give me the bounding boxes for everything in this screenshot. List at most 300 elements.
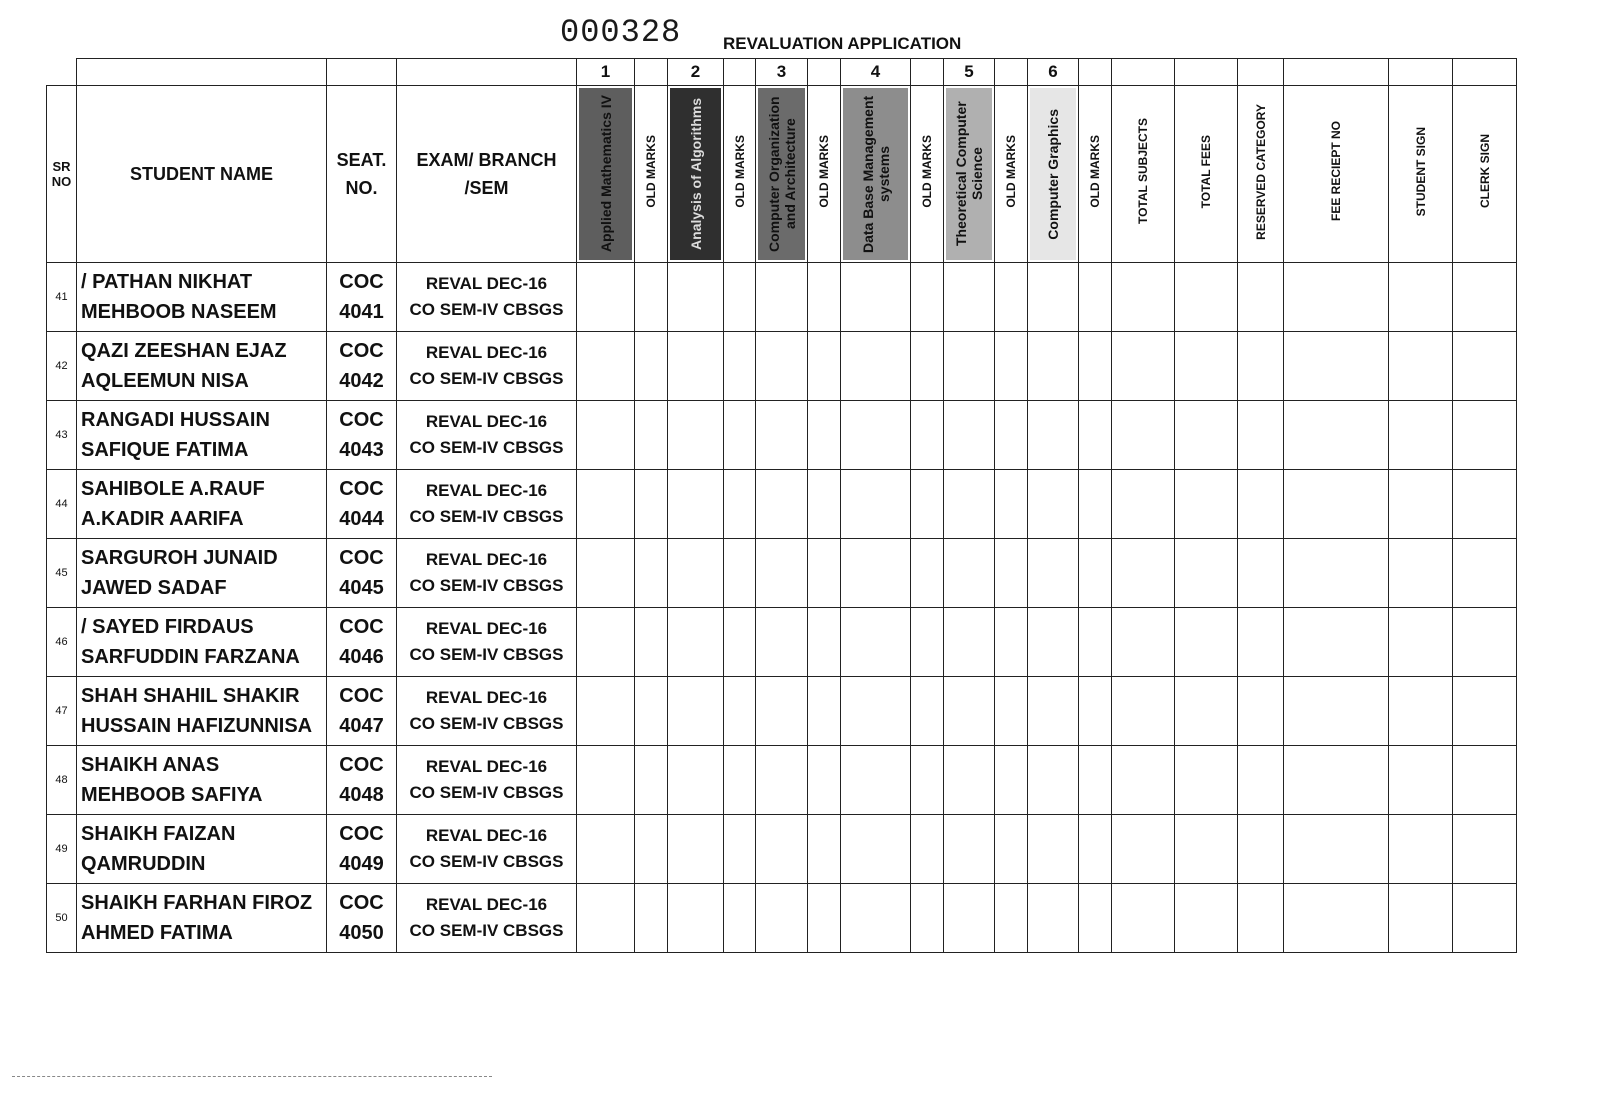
sr-no-cell [47, 401, 77, 470]
subject-number: 6 [1028, 59, 1079, 86]
branch-sem: CO SEM-IV CBSGS [409, 645, 564, 664]
subject-4-cell [841, 401, 911, 470]
old-marks-cell [724, 332, 756, 401]
branch-sem: CO SEM-IV CBSGS [409, 507, 564, 526]
old-marks-label: OLD MARKS [732, 135, 747, 208]
header-sr-no: SR NO [47, 86, 77, 263]
old-marks-cell [911, 884, 944, 953]
total-fees-cell [1175, 815, 1238, 884]
sr-no: 44 [55, 498, 68, 510]
subject-1-cell [577, 746, 635, 815]
fee-receipt-cell [1284, 263, 1389, 332]
seat-no-cell [327, 332, 397, 401]
subject-1-cell [577, 332, 635, 401]
sr-no: 48 [55, 774, 68, 786]
subject-6-cell [1028, 470, 1079, 539]
reserved-category-cell [1238, 746, 1284, 815]
old-marks-cell [808, 539, 841, 608]
student-name-line2: MEHBOOB SAFIYA [81, 784, 263, 806]
total-subjects-cell [1112, 815, 1175, 884]
subject-6-cell [1028, 401, 1079, 470]
header-student-sign [1389, 86, 1453, 263]
seat-no-cell [327, 815, 397, 884]
subject-3-cell [756, 263, 808, 332]
sr-no: 50 [55, 912, 68, 924]
subject-6-cell [1028, 539, 1079, 608]
student-sign-cell [1389, 677, 1453, 746]
header-total-subjects [1112, 86, 1175, 263]
old-marks-cell [1079, 677, 1112, 746]
old-marks-label: OLD MARKS [1088, 135, 1102, 208]
exam-name: REVAL DEC-16 [425, 412, 548, 431]
old-marks-cell [635, 263, 668, 332]
seat-prefix: COC [339, 616, 384, 638]
header-old-marks [724, 86, 756, 263]
old-marks-cell [724, 539, 756, 608]
student-sign-cell [1389, 815, 1453, 884]
subject-5-cell [944, 263, 995, 332]
table-row [47, 401, 1517, 470]
clerk-sign-cell [1453, 608, 1517, 677]
old-marks-cell [1079, 884, 1112, 953]
subject-1-cell [577, 263, 635, 332]
subject-number: 5 [944, 59, 995, 86]
old-marks-label: OLD MARKS [817, 135, 831, 208]
student-name-line1: SHAIKH FARHAN FIROZ [81, 892, 313, 914]
number-row-blank [808, 59, 841, 86]
fee-receipt-no-label: FEE RECIEPT NO [1329, 121, 1343, 222]
reserved-category-cell [1238, 539, 1284, 608]
student-sign-cell [1389, 263, 1453, 332]
seat-number: 4041 [339, 301, 384, 323]
subject-3-cell [756, 401, 808, 470]
sr-no: 49 [55, 843, 68, 855]
number-row-blank [1453, 59, 1517, 86]
header-subject-4 [841, 86, 911, 263]
total-subjects-cell [1112, 470, 1175, 539]
subject-2-cell [668, 539, 724, 608]
subject-1-cell [577, 470, 635, 539]
blank-corner [47, 59, 77, 86]
total-fees-cell [1175, 746, 1238, 815]
sr-no: 47 [55, 705, 68, 717]
old-marks-cell [1079, 332, 1112, 401]
student-sign-cell [1389, 746, 1453, 815]
total-fees-cell [1175, 263, 1238, 332]
subject-5-label: Theoretical Computer Science [953, 101, 985, 247]
header-reserved-category [1238, 86, 1284, 263]
number-row-blank [1112, 59, 1175, 86]
fee-receipt-cell [1284, 470, 1389, 539]
number-row-blank [995, 59, 1028, 86]
subject-5-cell [944, 401, 995, 470]
fee-receipt-cell [1284, 746, 1389, 815]
subject-3-cell [756, 884, 808, 953]
sr-no: 43 [55, 429, 68, 441]
header-subject-3 [756, 86, 808, 263]
old-marks-cell [995, 815, 1028, 884]
subject-5-cell [944, 746, 995, 815]
table-row [47, 263, 1517, 332]
subject-3-label: Computer Organization and Architecture [765, 96, 798, 252]
subject-6-cell [1028, 608, 1079, 677]
total-fees-cell [1175, 677, 1238, 746]
subject-3-cell [756, 332, 808, 401]
old-marks-cell [724, 608, 756, 677]
student-name-cell [77, 332, 327, 401]
branch-sem: CO SEM-IV CBSGS [409, 576, 564, 595]
old-marks-cell [808, 815, 841, 884]
student-name-cell [77, 746, 327, 815]
seat-number: 4049 [339, 853, 384, 875]
subject-6-cell [1028, 815, 1079, 884]
table-row [47, 470, 1517, 539]
clerk-sign-cell [1453, 884, 1517, 953]
old-marks-cell [995, 470, 1028, 539]
exam-name: REVAL DEC-16 [425, 895, 548, 914]
header-old-marks [808, 86, 841, 263]
student-name-line1: RANGADI HUSSAIN [81, 409, 270, 431]
subject-2-cell [668, 884, 724, 953]
fee-receipt-cell [1284, 677, 1389, 746]
total-subjects-cell [1112, 608, 1175, 677]
sr-no: 42 [55, 360, 68, 372]
clerk-sign-cell [1453, 332, 1517, 401]
sr-no-cell [47, 263, 77, 332]
subject-3-cell [756, 608, 808, 677]
old-marks-cell [635, 332, 668, 401]
reserved-category-cell [1238, 470, 1284, 539]
subject-number-row [47, 59, 1517, 86]
subject-4-cell [841, 746, 911, 815]
column-header-row [47, 86, 1517, 263]
clerk-sign-cell [1453, 539, 1517, 608]
seat-number: 4048 [339, 784, 384, 806]
old-marks-cell [911, 539, 944, 608]
sr-no-cell [47, 677, 77, 746]
seat-prefix: COC [339, 478, 384, 500]
old-marks-cell [911, 608, 944, 677]
subject-number: 3 [756, 59, 808, 86]
reserved-category-cell [1238, 815, 1284, 884]
student-sign-cell [1389, 332, 1453, 401]
header-seat-line2: NO. [345, 178, 378, 198]
old-marks-cell [1079, 608, 1112, 677]
seat-prefix: COC [339, 409, 384, 431]
old-marks-cell [911, 263, 944, 332]
old-marks-cell [1079, 539, 1112, 608]
subject-1-cell [577, 401, 635, 470]
student-name-cell [77, 884, 327, 953]
subject-4-cell [841, 815, 911, 884]
student-name-cell [77, 815, 327, 884]
clerk-sign-cell [1453, 470, 1517, 539]
old-marks-cell [808, 470, 841, 539]
header-student-name: STUDENT NAME [77, 86, 327, 263]
total-fees-cell [1175, 401, 1238, 470]
old-marks-cell [911, 815, 944, 884]
old-marks-cell [995, 746, 1028, 815]
table-row [47, 884, 1517, 953]
number-row-blank [911, 59, 944, 86]
subject-2-cell [668, 677, 724, 746]
subject-5-cell [944, 470, 995, 539]
old-marks-cell [911, 677, 944, 746]
total-subjects-label: TOTAL SUBJECTS [1136, 118, 1150, 225]
old-marks-cell [635, 746, 668, 815]
student-name-line2: JAWED SADAF [81, 577, 227, 599]
reserved-category-cell [1238, 332, 1284, 401]
exam-name: REVAL DEC-16 [425, 550, 548, 569]
student-name-line1: / PATHAN NIKHAT [81, 271, 253, 293]
total-subjects-cell [1112, 263, 1175, 332]
total-subjects-cell [1112, 746, 1175, 815]
seat-number: 4045 [339, 577, 384, 599]
clerk-sign-cell [1453, 677, 1517, 746]
subject-5-cell [944, 884, 995, 953]
subject-number: 4 [841, 59, 911, 86]
seat-no-cell [327, 608, 397, 677]
old-marks-cell [808, 263, 841, 332]
seat-prefix: COC [339, 685, 384, 707]
subject-number: 2 [668, 59, 724, 86]
sr-no-cell [47, 470, 77, 539]
header-old-marks [995, 86, 1028, 263]
table-row [47, 539, 1517, 608]
subject-6-label: Computer Graphics [1045, 108, 1061, 240]
seat-no-cell [327, 401, 397, 470]
subject-5-cell [944, 332, 995, 401]
total-fees-label: TOTAL FEES [1199, 134, 1213, 209]
header-clerk-sign [1453, 86, 1517, 263]
reserved-category-cell [1238, 608, 1284, 677]
subject-2-cell [668, 746, 724, 815]
subject-4-cell [841, 332, 911, 401]
subject-number: 1 [577, 59, 635, 86]
number-row-blank [77, 59, 327, 86]
old-marks-cell [635, 677, 668, 746]
subject-3-cell [756, 677, 808, 746]
student-name-line2: AHMED FATIMA [81, 922, 233, 944]
number-row-blank [397, 59, 577, 86]
number-row-blank [1079, 59, 1112, 86]
student-sign-cell [1389, 608, 1453, 677]
old-marks-cell [995, 677, 1028, 746]
subject-4-cell [841, 608, 911, 677]
fee-receipt-cell [1284, 401, 1389, 470]
reserved-category-cell [1238, 677, 1284, 746]
seat-number: 4044 [339, 508, 384, 530]
sr-no-cell [47, 608, 77, 677]
table-row [47, 815, 1517, 884]
exam-cell [397, 815, 577, 884]
seat-number: 4047 [339, 715, 384, 737]
exam-cell [397, 539, 577, 608]
reserved-category-label: RESERVED CATEGORY [1253, 103, 1268, 240]
subject-1-label: Applied Mathematics IV [597, 95, 614, 253]
branch-sem: CO SEM-IV CBSGS [409, 714, 564, 733]
sr-no-cell [47, 746, 77, 815]
number-row-blank [1389, 59, 1453, 86]
old-marks-cell [724, 884, 756, 953]
header-exam-line1: EXAM/ BRANCH [416, 150, 557, 170]
header-seat-no [327, 86, 397, 263]
seat-no-cell [327, 746, 397, 815]
student-name-cell [77, 608, 327, 677]
fee-receipt-cell [1284, 608, 1389, 677]
old-marks-cell [1079, 815, 1112, 884]
total-fees-cell [1175, 539, 1238, 608]
sr-no: 45 [55, 567, 68, 579]
old-marks-cell [911, 746, 944, 815]
old-marks-label: OLD MARKS [644, 135, 658, 208]
student-rows [47, 263, 1517, 953]
number-row-blank [1238, 59, 1284, 86]
subject-5-cell [944, 608, 995, 677]
old-marks-cell [724, 401, 756, 470]
form-serial-number: 000328 [560, 14, 682, 51]
reserved-category-cell [1238, 401, 1284, 470]
student-name-line2: SAFIQUE FATIMA [81, 439, 249, 461]
subject-3-cell [756, 815, 808, 884]
student-sign-cell [1389, 401, 1453, 470]
subject-2-cell [668, 608, 724, 677]
exam-cell [397, 332, 577, 401]
student-name-line1: SARGUROH JUNAID [81, 547, 278, 569]
header-old-marks [911, 86, 944, 263]
student-name-line1: SHAIKH FAIZAN [81, 823, 236, 845]
exam-name: REVAL DEC-16 [425, 274, 548, 293]
student-sign-cell [1389, 470, 1453, 539]
branch-sem: CO SEM-IV CBSGS [409, 369, 564, 388]
student-name-line1: SAHIBOLE A.RAUF [81, 478, 265, 500]
subject-4-cell [841, 539, 911, 608]
exam-name: REVAL DEC-16 [425, 481, 548, 500]
seat-number: 4042 [339, 370, 384, 392]
sr-no: 41 [55, 291, 68, 303]
old-marks-label: OLD MARKS [1004, 135, 1018, 208]
old-marks-cell [995, 608, 1028, 677]
subject-1-cell [577, 608, 635, 677]
sr-no-cell [47, 539, 77, 608]
table-row [47, 332, 1517, 401]
total-subjects-cell [1112, 401, 1175, 470]
exam-name: REVAL DEC-16 [425, 826, 548, 845]
student-name-line2: MEHBOOB NASEEM [81, 301, 277, 323]
total-fees-cell [1175, 608, 1238, 677]
reserved-category-cell [1238, 263, 1284, 332]
branch-sem: CO SEM-IV CBSGS [409, 438, 564, 457]
number-row-blank [327, 59, 397, 86]
old-marks-cell [635, 884, 668, 953]
student-sign-cell [1389, 539, 1453, 608]
subject-6-cell [1028, 677, 1079, 746]
exam-name: REVAL DEC-16 [425, 343, 548, 362]
old-marks-cell [724, 815, 756, 884]
subject-4-cell [841, 884, 911, 953]
reserved-category-cell [1238, 884, 1284, 953]
clerk-sign-cell [1453, 746, 1517, 815]
student-name-line2: A.KADIR AARIFA [81, 508, 244, 530]
old-marks-cell [1079, 470, 1112, 539]
sr-no-cell [47, 332, 77, 401]
subject-2-label: Analysis of Algorithms [687, 98, 704, 250]
exam-name: REVAL DEC-16 [425, 757, 548, 776]
total-subjects-cell [1112, 677, 1175, 746]
old-marks-cell [635, 539, 668, 608]
subject-1-cell [577, 677, 635, 746]
header-fee-receipt-no [1284, 86, 1389, 263]
old-marks-cell [635, 401, 668, 470]
old-marks-cell [995, 539, 1028, 608]
subject-1-cell [577, 815, 635, 884]
student-name-line2: AQLEEMUN NISA [81, 370, 249, 392]
exam-name: REVAL DEC-16 [425, 619, 548, 638]
fee-receipt-cell [1284, 539, 1389, 608]
subject-1-cell [577, 884, 635, 953]
branch-sem: CO SEM-IV CBSGS [409, 783, 564, 802]
student-name-cell [77, 401, 327, 470]
old-marks-cell [808, 332, 841, 401]
old-marks-cell [995, 884, 1028, 953]
form-title: REVALUATION APPLICATION [723, 34, 962, 53]
old-marks-cell [635, 608, 668, 677]
old-marks-cell [1079, 401, 1112, 470]
total-subjects-cell [1112, 539, 1175, 608]
number-row-blank [1284, 59, 1389, 86]
old-marks-cell [724, 263, 756, 332]
branch-sem: CO SEM-IV CBSGS [409, 300, 564, 319]
student-sign-label: STUDENT SIGN [1413, 126, 1428, 217]
clerk-sign-cell [1453, 401, 1517, 470]
total-subjects-cell [1112, 884, 1175, 953]
fee-receipt-cell [1284, 332, 1389, 401]
subject-3-cell [756, 539, 808, 608]
sr-no: 46 [55, 636, 68, 648]
total-fees-cell [1175, 470, 1238, 539]
subject-2-cell [668, 470, 724, 539]
seat-no-cell [327, 677, 397, 746]
student-name-cell [77, 263, 327, 332]
number-row-blank [1175, 59, 1238, 86]
old-marks-cell [1079, 746, 1112, 815]
table-row [47, 677, 1517, 746]
table-row [47, 608, 1517, 677]
header-subject-6 [1028, 86, 1079, 263]
header-exam-line2: /SEM [464, 178, 509, 198]
subject-2-cell [668, 401, 724, 470]
seat-number: 4050 [339, 922, 384, 944]
old-marks-cell [724, 470, 756, 539]
table-row [47, 746, 1517, 815]
old-marks-cell [995, 332, 1028, 401]
header-seat-line1: SEAT. [336, 150, 387, 170]
student-name-cell [77, 470, 327, 539]
subject-4-cell [841, 263, 911, 332]
subject-2-cell [668, 815, 724, 884]
old-marks-cell [808, 746, 841, 815]
seat-prefix: COC [339, 892, 384, 914]
exam-cell [397, 263, 577, 332]
subject-3-cell [756, 470, 808, 539]
student-name-cell [77, 539, 327, 608]
seat-no-cell [327, 884, 397, 953]
subject-2-cell [668, 263, 724, 332]
clerk-sign-cell [1453, 263, 1517, 332]
sr-no-cell [47, 815, 77, 884]
revaluation-table [46, 58, 1517, 953]
subject-1-cell [577, 539, 635, 608]
